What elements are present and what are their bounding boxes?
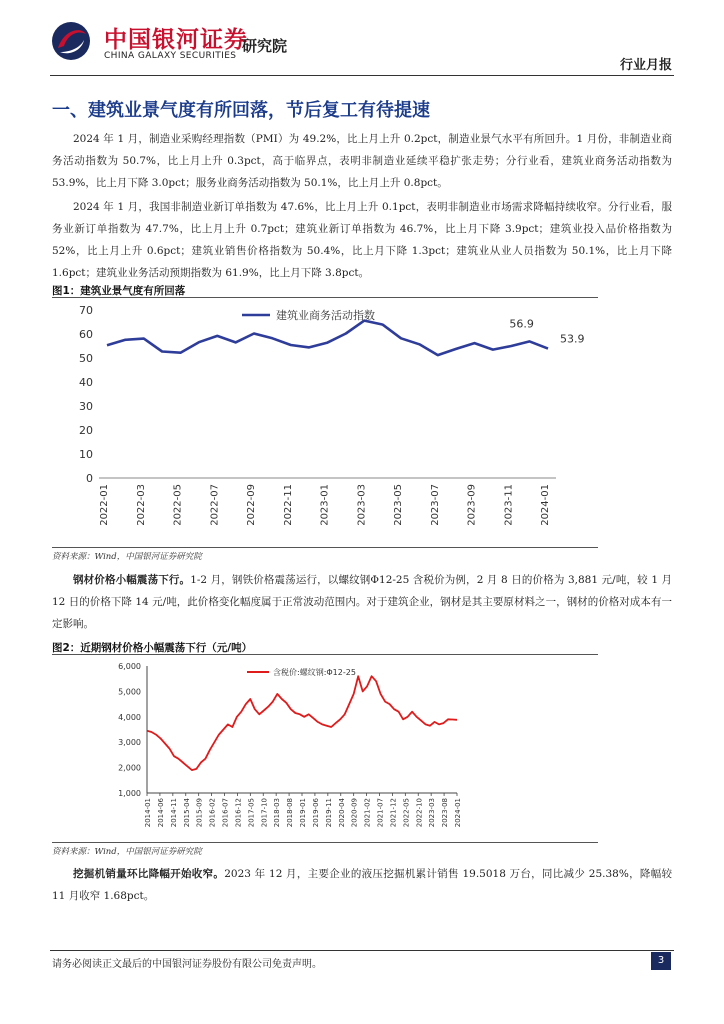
x-tick-label: 2023-09 [466,484,478,526]
figure1-source: 资料来源：Wind，中国银河证券研究院 [52,552,202,562]
x-tick-label: 2023-01 [319,484,331,526]
x-tick-label: 2018-08 [286,798,295,828]
x-tick-label: 2014-01 [144,798,152,828]
y-tick-label: 0 [86,472,93,485]
legend-label: 含税价:螺纹钢:Φ12-25 [273,668,356,677]
brand-name-en: CHINA GALAXY SECURITIES [104,51,237,61]
figure2-title: 图2：近期钢材价格小幅震荡下行（元/吨） [52,642,253,654]
paragraph-steel-lead: 钢材价格小幅震荡下行。 [73,574,191,586]
y-tick-label: 70 [79,304,93,317]
x-tick-label: 2016-07 [221,798,230,828]
galaxy-logo-icon [50,20,92,62]
brand-name-cn: 中国银河证券 [104,27,248,53]
data-label: 53.9 [560,332,585,346]
x-tick-label: 2022-01 [99,484,110,526]
x-tick-label: 2022-09 [246,484,257,526]
paragraph-new-orders: 2024 年 1 月，我国非制造业新订单指数为 47.6%，比上月上升 0.1pct，表明非制造业市场需求降幅持续收窄。分行业看，服务业新订单指数为 47.7%，比上月上升 0.7pct；建筑业新订单指数为 46.7%，比上月下降 3.9pct；建筑业投入品价格指数为 52%，比上月上升 0.6pct；建筑业销售价格指数为 50.4%，比上月下降 1.3pct；建筑业从业人员指数为 50.1%，比上月下降 1.6pct；建筑业业务活动预期指数为 61.9%，比上月下降 3.8pct。 [52,201,672,279]
x-tick-label: 2017-05 [247,798,256,828]
institute-label: 研究院 [242,37,288,55]
x-tick-label: 2015-04 [182,798,191,828]
paragraph-excavator [52,863,672,907]
x-tick-label: 2016-02 [208,798,217,828]
x-tick-label: 2014-06 [156,798,165,828]
figure2-source: 资料来源：Wind，中国银河证券研究院 [52,847,202,857]
x-tick-label: 2023-08 [441,798,450,828]
x-tick-label: 2020-04 [337,798,346,828]
y-tick-label: 6,000 [118,662,141,671]
y-tick-label: 20 [79,424,93,437]
paragraph-steel-body: 1-2 月，钢铁价格震荡运行，以螺纹钢Φ12-25 含税价为例，2 月 8 日的价格为 3,881 元/吨，较 1 月 12 日的价格下降 14 元/吨，此价格变化幅度属于正常波动范围内。对于建筑企业，钢材是其主要原材料之一，钢材的价格对成本有一定影响。 [52,574,672,630]
x-tick-label: 2024-01 [540,484,551,526]
x-tick-label: 2021-02 [363,798,372,828]
x-tick-label: 2014-11 [169,798,178,828]
figure1-top-rule [52,297,598,298]
y-tick-label: 30 [79,400,93,413]
x-tick-label: 2022-07 [209,484,221,526]
x-tick-label: 2023-03 [428,798,437,828]
x-tick-label: 2019-11 [324,798,333,828]
paragraph-excavator-lead: 挖掘机销量环比降幅开始收窄。 [73,868,225,880]
x-tick-label: 2019-01 [299,798,307,828]
x-tick-label: 2021-07 [376,798,385,828]
x-tick-label: 2016-12 [234,798,243,828]
y-tick-label: 3,000 [118,738,141,748]
footer-rule [50,950,674,951]
construction-activity-chart [52,300,598,544]
page-number: 3 [651,952,671,970]
y-tick-label: 2,000 [118,763,141,773]
data-label: 56.9 [509,317,534,331]
x-tick-label: 2023-11 [503,484,515,526]
figure1-title: 图1：建筑业景气度有所回落 [52,285,186,297]
paragraph-steel [52,569,672,635]
x-tick-label: 2023-07 [429,484,441,526]
y-tick-label: 1,000 [118,789,141,798]
x-tick-label: 2023-05 [393,484,404,526]
rebar-price-chart [52,656,472,840]
y-tick-label: 60 [79,328,93,341]
x-tick-label: 2023-03 [356,484,368,526]
y-tick-label: 50 [79,352,93,365]
header-rule [50,75,674,76]
x-tick-label: 2022-11 [282,484,294,526]
x-tick-label: 2015-09 [195,798,204,828]
series-line [107,321,548,356]
x-tick-label: 2024-01 [454,798,462,828]
x-tick-label: 2019-06 [311,798,320,828]
x-tick-label: 2020-09 [350,798,359,828]
x-tick-label: 2022-03 [135,484,147,526]
x-tick-label: 2022-05 [172,484,184,526]
footer-disclaimer: 请务必阅读正文最后的中国银河证券股份有限公司免责声明。 [52,959,322,970]
report-type: 行业月报 [619,58,672,73]
y-tick-label: 5,000 [118,687,141,697]
x-tick-label: 2017-10 [260,798,269,828]
paragraph-pmi: 2024 年 1 月，制造业采购经理指数（PMI）为 49.2%，比上月上升 0.2pct，制造业景气水平有所回升。1 月份，非制造业商务活动指数为 50.7%，比上月上升 0.3pct，高于临界点，表明非制造业延续平稳扩张走势；分行业看，建筑业商务活动指数为 53.9%，比上月下降 3.0pct；服务业商务活动指数为 50.1%，比上月上升 0.8pct。 [52,133,672,189]
x-tick-label: 2022-05 [402,798,411,828]
figure2-top-rule [52,654,598,655]
y-tick-label: 4,000 [118,712,141,722]
y-tick-label: 10 [79,448,93,461]
x-tick-label: 2022-10 [415,798,424,828]
figure2-bottom-rule [52,842,598,843]
y-tick-label: 40 [79,376,93,389]
paragraph-excavator-body: 2023 年 12 月，主要企业的液压挖掘机累计销售 19.5018 万台，同比减少 25.38%，降幅较 11 月收窄 1.68pct。 [52,868,672,902]
legend-label: 建筑业商务活动指数 [276,309,375,322]
figure1-bottom-rule [52,547,598,548]
x-tick-label: 2021-12 [389,798,398,828]
series-line [147,676,457,770]
section-title: 一、建筑业景气度有所回落，节后复工有待提速 [52,100,430,121]
x-tick-label: 2018-03 [273,798,282,828]
